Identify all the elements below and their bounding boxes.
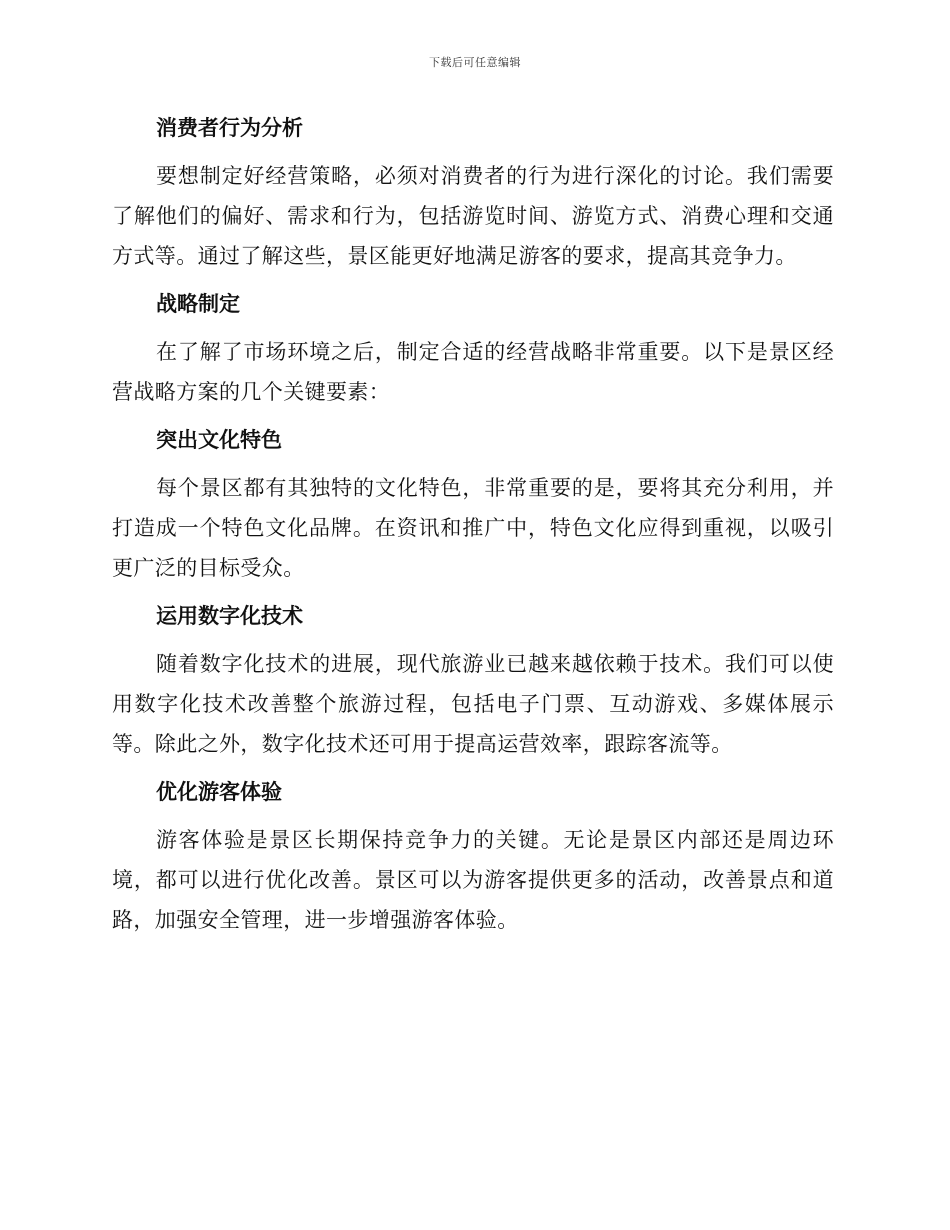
- section-heading: 战略制定: [156, 292, 240, 316]
- section-paragraph: 在了解了市场环境之后，制定合适的经营战略非常重要。以下是景区经营战略方案的几个关键要素：: [112, 340, 834, 404]
- section-paragraph: 要想制定好经营策略，必须对消费者的行为进行深化的讨论。我们需要了解他们的偏好、需求和行为，包括游览时间、游览方式、消费心理和交通方式等。通过了解这些，景区能更好地满足游客的要求，提高其竞争力。: [112, 164, 834, 268]
- section-visitor-experience: [112, 772, 834, 940]
- section-consumer-behavior: [112, 108, 834, 276]
- section-heading: 优化游客体验: [156, 780, 282, 804]
- section-paragraph: 每个景区都有其独特的文化特色，非常重要的是，要将其充分利用，并打造成一个特色文化品牌。在资讯和推广中，特色文化应得到重视，以吸引更广泛的目标受众。: [112, 476, 834, 580]
- section-heading: 消费者行为分析: [156, 116, 303, 140]
- section-strategy: [112, 284, 834, 412]
- section-paragraph: 游客体验是景区长期保持竞争力的关键。无论是景区内部还是周边环境，都可以进行优化改善。景区可以为游客提供更多的活动，改善景点和道路，加强安全管理，进一步增强游客体验。: [112, 828, 834, 932]
- section-heading: 突出文化特色: [156, 428, 282, 452]
- section-culture: [112, 420, 834, 588]
- section-heading: 运用数字化技术: [156, 604, 303, 628]
- section-digital: [112, 596, 834, 764]
- document-body: [112, 108, 834, 948]
- header-note: 下载后可任意编辑: [429, 56, 521, 69]
- section-paragraph: 随着数字化技术的进展，现代旅游业已越来越依赖于技术。我们可以使用数字化技术改善整个旅游过程，包括电子门票、互动游戏、多媒体展示等。除此之外，数字化技术还可用于提高运营效率，跟踪客流等。: [112, 652, 834, 756]
